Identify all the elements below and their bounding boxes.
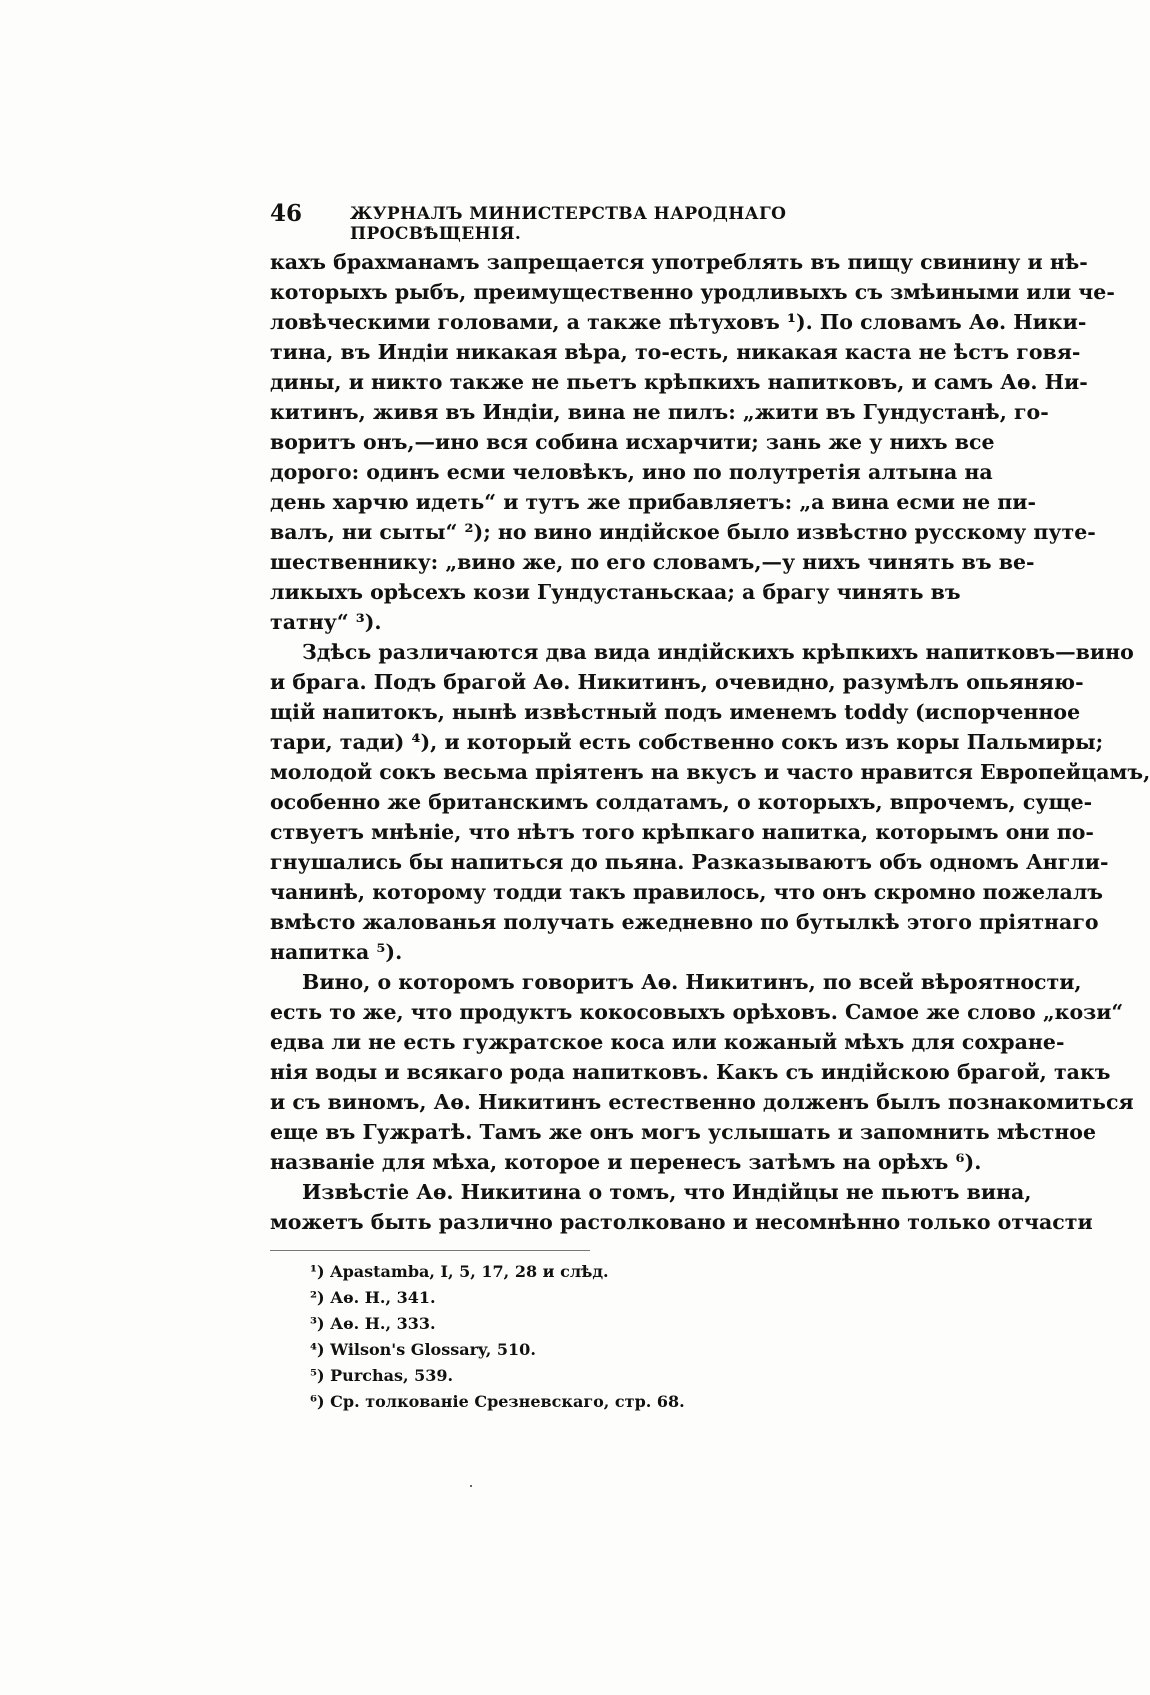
text-line: дорого: одинъ есми человѣкъ, ино по полутретія алтына на xyxy=(270,460,993,484)
text-line: вмѣсто жалованья получать ежедневно по бутылкѣ этого пріятнаго xyxy=(270,910,1099,934)
footnote: ⁴) Wilson's Glossary, 510. xyxy=(310,1340,536,1359)
footnote: ⁶) Ср. толкованіе Срезневскаго, стр. 68. xyxy=(310,1392,685,1411)
text-line: тари, тади) ⁴), и который есть собственно сокъ изъ коры Пальмиры; xyxy=(270,730,1104,754)
text-line: Извѣстіе Аѳ. Никитина о томъ, что Индійцы не пьютъ вина, xyxy=(302,1180,1032,1204)
text-line: ловѣческими головами, а также пѣтуховъ ¹). По словамъ Аѳ. Ники- xyxy=(270,310,1087,334)
text-line: чанинѣ, которому тодди такъ правилось, что онъ скромно пожелалъ xyxy=(270,880,1103,904)
print-speck xyxy=(470,1485,472,1487)
page-number: 46 xyxy=(270,200,303,227)
running-title: ЖУРНАЛЪ МИНИСТЕРСТВА НАРОДНАГО ПРОСВѢЩЕНІЯ. xyxy=(350,204,787,244)
text-line: и съ виномъ, Аѳ. Никитинъ естественно долженъ былъ познакомиться xyxy=(270,1090,1134,1114)
text-line: и брага. Подъ брагой Аѳ. Никитинъ, очевидно, разумѣлъ опьяняю- xyxy=(270,670,1084,694)
text-line: валъ, ни сыты“ ²); но вино индійское было извѣстно русскому путе- xyxy=(270,520,1096,544)
text-line: день харчю идеть“ и тутъ же прибавляетъ: „а вина есми не пи- xyxy=(270,490,1037,514)
text-line: воритъ онъ,—ино вся собина исхарчити; зань же у нихъ все xyxy=(270,430,995,454)
text-line: щій напитокъ, нынѣ извѣстный подъ именемъ toddy (испорченное xyxy=(270,700,1081,724)
text-line: Здѣсь различаются два вида индійскихъ крѣпкихъ напитковъ—вино xyxy=(302,640,1134,664)
text-line: едва ли не есть гужратское коса или кожаный мѣхъ для сохране- xyxy=(270,1030,1065,1054)
text-line: нія воды и всякаго рода напитковъ. Какъ съ индійскою брагой, такъ xyxy=(270,1060,1111,1084)
text-line: еще въ Гужратѣ. Тамъ же онъ могъ услышать и запомнить мѣстное xyxy=(270,1120,1096,1144)
text-line: шественнику: „вино же, по его словамъ,—у нихъ чинять въ ве- xyxy=(270,550,1035,574)
text-line: напитка ⁵). xyxy=(270,940,403,964)
footnote: ⁵) Purchas, 539. xyxy=(310,1366,454,1385)
body-text xyxy=(270,247,1150,1237)
text-line: ликыхъ орѣсехъ кози Гундустаньскаа; а брагу чинять въ xyxy=(270,580,961,604)
text-line: Вино, о которомъ говоритъ Аѳ. Никитинъ, по всей вѣроятности, xyxy=(302,970,1082,994)
text-line: названіе для мѣха, которое и перенесъ затѣмъ на орѣхъ ⁶). xyxy=(270,1150,982,1174)
footnote: ³) Аѳ. Н., 333. xyxy=(310,1314,436,1333)
text-line: кахъ брахманамъ запрещается употреблять въ пищу свинину и нѣ- xyxy=(270,250,1088,274)
text-line: дины, и никто также не пьетъ крѣпкихъ напитковъ, и самъ Аѳ. Ни- xyxy=(270,370,1088,394)
footnote-rule xyxy=(270,1250,590,1251)
text-line: тина, въ Индіи никакая вѣра, то-есть, никакая каста не ѣстъ говя- xyxy=(270,340,1081,364)
text-line: китинъ, живя въ Индіи, вина не пилъ: „жити въ Гундустанѣ, го- xyxy=(270,400,1049,424)
text-line: можетъ быть различно растолковано и несомнѣнно только отчасти xyxy=(270,1210,1093,1234)
text-line: особенно же британскимъ солдатамъ, о которыхъ, впрочемъ, суще- xyxy=(270,790,1093,814)
text-line: есть то же, что продуктъ кокосовыхъ орѣховъ. Самое же слово „кози“ xyxy=(270,1000,1124,1024)
text-line: гнушались бы напиться до пьяна. Разказываютъ объ одномъ Англи- xyxy=(270,850,1109,874)
text-line: молодой сокъ весьма пріятенъ на вкусъ и часто нравится Европейцамъ, xyxy=(270,760,1150,784)
footnote: ²) Аѳ. Н., 341. xyxy=(310,1288,436,1307)
text-line: ствуетъ мнѣніе, что нѣтъ того крѣпкаго напитка, которымъ они по- xyxy=(270,820,1094,844)
text-line: татну“ ³). xyxy=(270,610,382,634)
footnote: ¹) Apastamba, I, 5, 17, 28 и слѣд. xyxy=(310,1262,609,1281)
text-line: которыхъ рыбъ, преимущественно уродливыхъ съ змѣиными или че- xyxy=(270,280,1115,304)
